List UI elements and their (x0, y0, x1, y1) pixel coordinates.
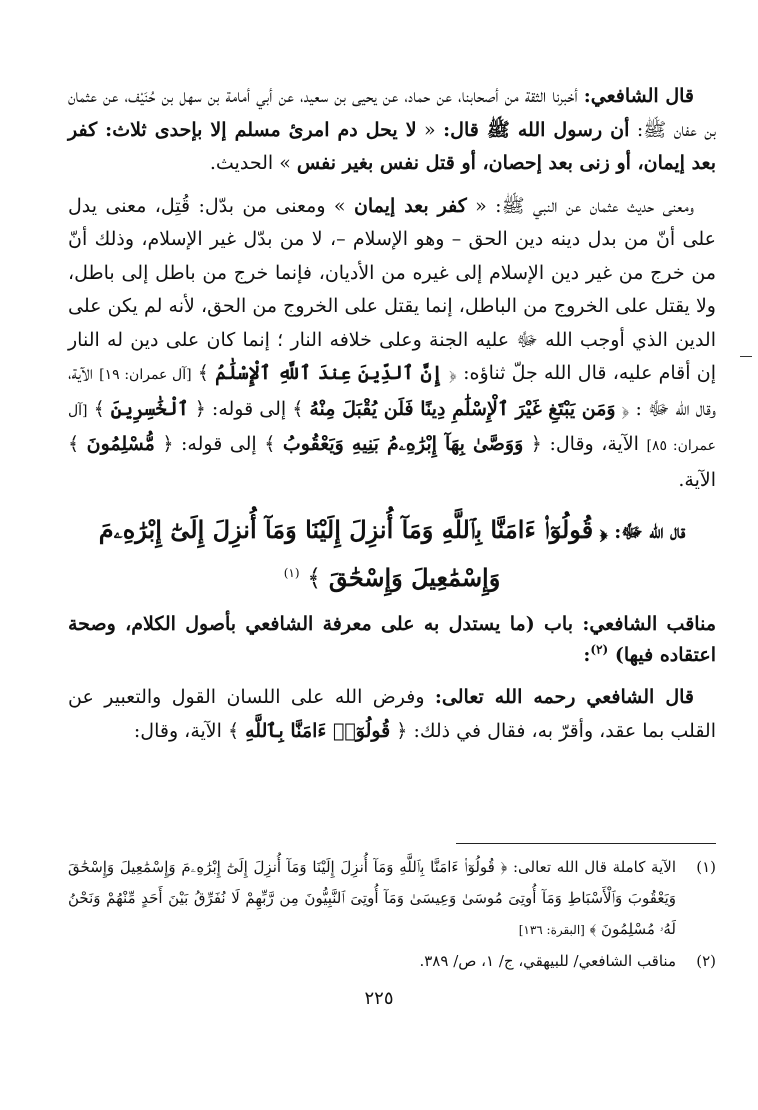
commentary-text-b: » ومعنى من بدّل: قُتِل، معنى يدل على أنّ من بدل دينه دين الحق – وهو الإسلام –، لا من بدّل غير الإسلام، وذلك أنّ من خرج من غير دين الإسلام إلى غيره من الأديان، فإنما خرج من باطل إلى باطل، ولا يقتل على الخروج من الباطل، إنما يقتل على الخروج من الحق، لأنه لم يكن على الدين الذي أوجب الله ﷻ عليه الجنة وعلى خلافه النار ؛ إنما كان على دين له النار إن أقام عليه، قال الله جلّ ثناؤه: ﴿ (68, 194, 717, 384)
paragraph-shafii (68, 681, 716, 748)
shafii-text-b: ﴾ الآية، وقال: (133, 719, 246, 742)
commentary-text-i: ﴾ الآية. (68, 433, 716, 491)
page-number: ٢٢٥ (364, 988, 394, 1009)
matn-intro: أن رسول الله ﷺ قال: (443, 118, 630, 141)
footnotes (68, 852, 716, 977)
paragraph-hadith-uthman (68, 80, 716, 181)
footnote-1 (68, 852, 716, 946)
bracket-close: ﴾ (87, 397, 111, 420)
chapter-heading (68, 609, 716, 671)
verse-quote: إِنَّ ٱلدِّينَ عِندَ ٱللَّهِ ٱلْإِسْلَٰمُ (215, 362, 443, 384)
quote-open: « (416, 118, 444, 141)
margin-mark (740, 356, 752, 357)
commentary-bold: كفر بعد إيمان (353, 194, 467, 217)
bracket-close: ﴾ (191, 362, 216, 384)
footnote-reference: [البقرة: ١٣٦] (518, 923, 585, 937)
verse-block-label: قال الله ﷻ: ﴿ (593, 521, 686, 543)
footnote-separator (456, 843, 716, 844)
chapter-colon: : (583, 644, 591, 666)
commentary-text-g: الآية، وقال: ﴿ (523, 433, 647, 455)
verse-quote: وَوَصَّىٰ بِهَآ إِبْرَٰهِۦمُ بَنِيهِ وَيَعْقُوبُ (282, 433, 524, 455)
verse-block (68, 507, 716, 601)
commentary-text-h: ﴾ إلى قوله: ﴿ (154, 433, 283, 455)
commentary-text-e: ﴾ إلى قوله: ﴿ (188, 397, 310, 420)
verse-quote: ٱلْخَٰسِرِينَ (110, 397, 189, 420)
footnote-verse: قُولُوٓا۟ ءَامَنَّا بِٱللَّهِ وَمَآ أُنزِلَ إِلَيْنَا وَمَآ أُنزِلَ إِلَىٰٓ إِبْرَٰهِۦمَ وَإِسْمَٰعِيلَ وَإِسْحَٰقَ وَيَعْقُوبَ وَٱلْأَسْبَاطِ وَمَآ أُوتِىَ مُوسَىٰ وَعِيسَىٰ وَمَآ أُوتِىَ ٱلنَّبِيُّونَ مِن رَّبِّهِمْ لَا نُفَرِّقُ بَيْنَ أَحَدٍ مِّنْهُمْ وَنَحْنُ لَهُۥ مُسْلِمُونَ (68, 858, 676, 938)
verse-reference: [آل عمران: ٨٥] (68, 402, 716, 454)
verse-reference: [آل عمران: ١٩] (99, 367, 192, 383)
bracket-close: ﴾ (584, 920, 602, 938)
footnote-number: (١) (696, 858, 716, 876)
verse-block-text: قُولُوٓا۟ ءَامَنَّا بِٱللَّهِ وَمَآ أُنزِلَ إِلَيْنَا وَمَآ أُنزِلَ إِلَىٰٓ إِبْرَٰهِۦمَ وَإِسْمَٰعِيلَ وَإِسْحَٰقَ (98, 515, 594, 592)
quote-close: » الحديث. (209, 152, 297, 174)
isnad-text: أخبرنا الثقة من أصحابنا، عن حماد، عن يحيى بن سعيد، عن أبي أمامة بن سهل بن حُنَيْف، عن عثمان بن عفان ﷺ: (68, 85, 716, 141)
footnote-marker: (١) (283, 566, 300, 580)
verse-quote: مُّسْلِمُونَ (86, 433, 155, 455)
verse-quote: وَمَن يَبْتَغِ غَيْرَ ٱلْإِسْلَٰمِ دِينًا فَلَن يُقْبَلَ مِنْهُ (309, 397, 616, 420)
main-text (68, 80, 716, 748)
hadith-text: لا يحل دم امرئ مسلم إلا بإحدى ثلاث: كفر بعد إيمان، أو زنى بعد إحصان، أو قتل نفس بغير نفس (68, 118, 716, 174)
paragraph-commentary (68, 190, 716, 498)
speaker-label: قال الشافعي رحمه الله تعالى: (434, 686, 694, 708)
speaker-label: قال الشافعي: (583, 85, 694, 107)
verse-quote: قُولُوٓا۟ ءَامَنَّا بِٱللَّهِ (245, 719, 391, 742)
footnote-text: الآية كاملة قال الله تعالى: ﴿ (494, 858, 676, 876)
shafii-text-a: وفرض الله على اللسان القول والتعبير عن القلب بما عقد، وأقرّ به، فقال في ذلك: ﴿ (68, 686, 716, 742)
footnote-2 (68, 946, 716, 977)
commentary-text-a: ومعنى حديث عثمان عن النبي ﷺ: « (466, 194, 694, 217)
footnote-marker: (٢) (590, 642, 609, 657)
commentary-text-d: الآية، وقال الله ﷻ : ﴿ (68, 362, 716, 420)
bracket-close: ﴾ (299, 564, 329, 592)
footnote-number: (٢) (696, 952, 716, 970)
footnote-text: مناقب الشافعي/ للبيهقي، ج/ ١، ص/ ٣٨٩. (419, 952, 676, 970)
chapter-title: مناقب الشافعي: باب (ما يستدل به على معرفة الشافعي بأصول الكلام، وصحة اعتقاده فيها) (68, 613, 716, 666)
